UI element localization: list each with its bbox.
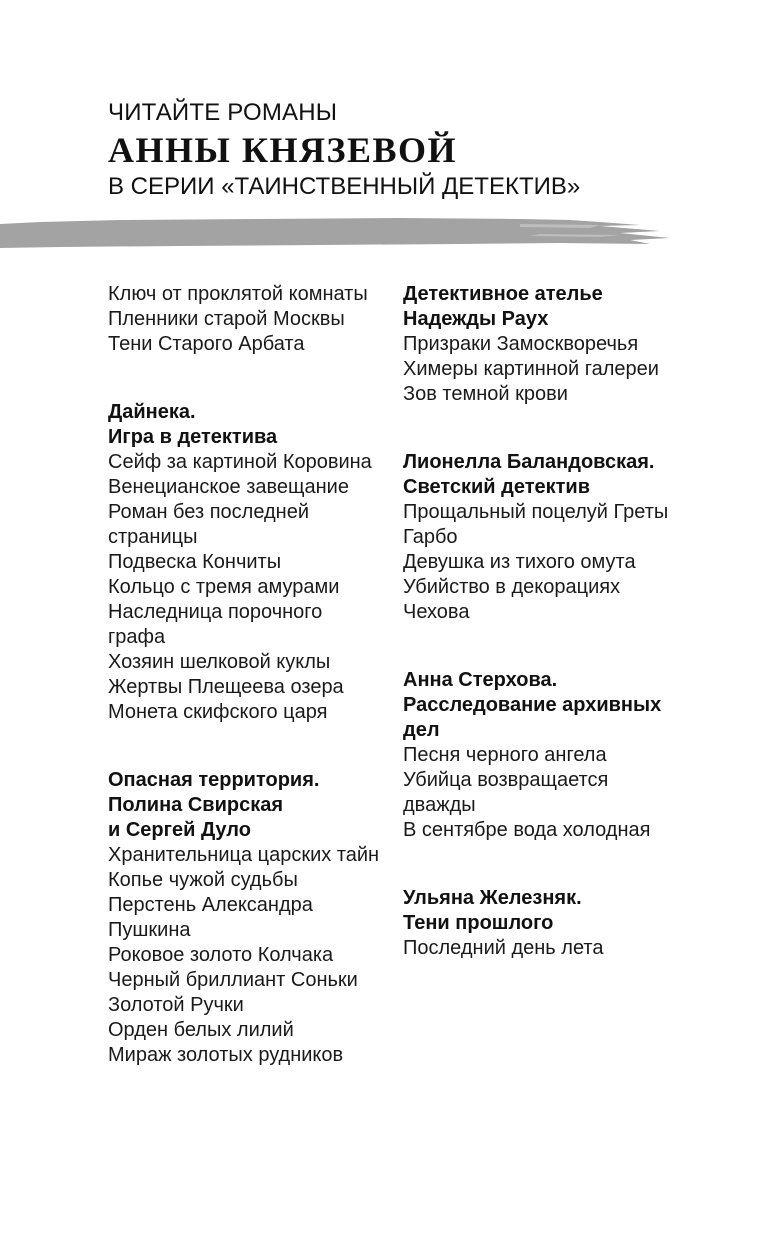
book-title: Убийца возвращается дважды [403,769,609,816]
book-title: Кольцо с тремя амурами [108,576,340,598]
book-title: В сентябре вода холодная [403,819,651,841]
book-title: Пленники старой Москвы [108,308,345,330]
series-section [403,668,703,843]
book-title: Копье чужой судьбы [108,869,298,891]
series-section [108,400,398,725]
book-title: Зов темной крови [403,383,568,405]
book-title: Подвеска Кончиты [108,551,282,573]
series-name: В СЕРИИ «ТАИНСТВЕННЫЙ ДЕТЕКТИВ» [108,173,581,200]
series-title: Дайнека. Игра в детектива [108,401,278,448]
series-section [108,768,398,1068]
series-section [403,886,703,961]
left-column [108,282,398,1111]
book-title: Сейф за картиной Коровина [108,451,372,473]
book-title: Ключ от проклятой комнаты [108,283,368,305]
book-title: Венецианское завещание [108,476,349,498]
book-title: Убийство в декорациях Чехова [403,576,621,623]
book-title: Тени Старого Арбата [108,333,305,355]
book-title: Перстень Александра Пушкина [108,894,313,941]
series-title: Ульяна Железняк. Тени прошлого [403,887,582,934]
book-title: Последний день лета [403,937,604,959]
book-title: Хранительница царских тайн [108,844,380,866]
right-column [403,282,703,1004]
brush-stroke-divider [0,210,680,254]
book-title: Наследница порочного графа [108,601,323,648]
book-title: Роковое золото Колчака [108,944,334,966]
series-section [403,282,703,407]
series-title: Анна Стерхова. Расследование архивных дел [403,669,662,741]
header-intro: ЧИТАЙТЕ РОМАНЫ [108,99,338,126]
book-title: Черный бриллиант Соньки Золотой Ручки [108,969,358,1016]
book-title: Роман без последней страницы [108,501,310,548]
book-title: Мираж золотых рудников [108,1044,344,1066]
series-section [403,450,703,625]
book-title: Жертвы Плещеева озера [108,676,344,698]
book-title: Монета скифского царя [108,701,328,723]
page-header [108,98,728,202]
series-section [108,282,398,357]
book-title: Хозяин шелковой куклы [108,651,331,673]
series-title: Лионелла Баландовская. Светский детектив [403,451,655,498]
book-title: Химеры картинной галереи [403,358,659,380]
book-title: Песня черного ангела [403,744,607,766]
series-title: Детективное ателье Надежды Раух [403,283,603,330]
book-title: Прощальный поцелуй Греты Гарбо [403,501,669,548]
book-title: Орден белых лилий [108,1019,294,1041]
author-name: АННЫ КНЯЗЕВОЙ [108,130,457,170]
book-title: Девушка из тихого омута [403,551,636,573]
series-title: Опасная территория. Полина Свирская и Сергей Дуло [108,769,320,841]
book-title: Призраки Замоскворечья [403,333,639,355]
